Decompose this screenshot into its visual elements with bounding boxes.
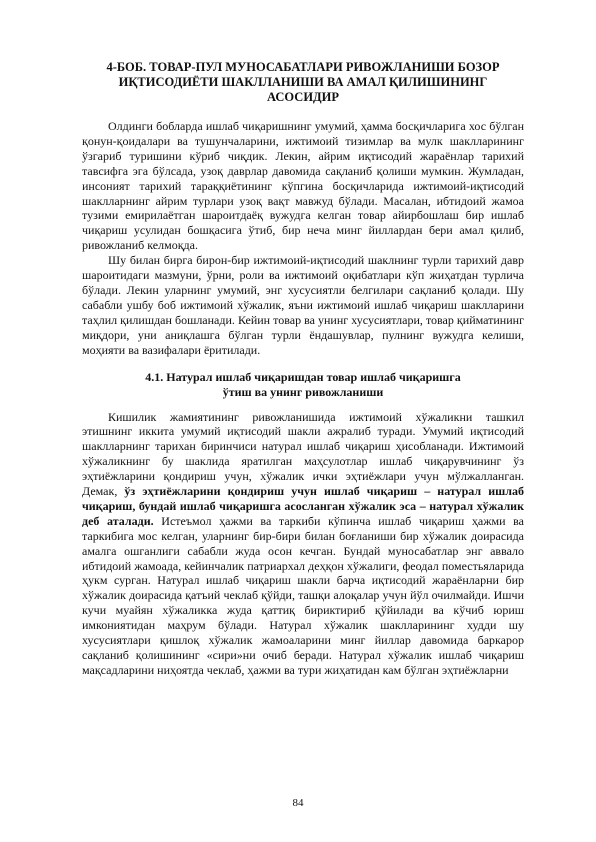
section-paragraph: [82, 410, 524, 678]
paragraph-text: Истеъмол ҳажми ва таркиби кўпинча ишлаб чиқариш ҳажми ва таркибига мос келган, уларнинг бир-бири билан боғланиши бир хўжалик доирасида амалга ошганлиги сабабли жуда осон кечган. Бундай муносабатлар энг аввало ибтидоий жамоада, кейинчалик патриархал деҳқон хўжалиги, феодал поместьяларида ҳукм сурган. Натурал ишлаб чиқариш шакли барча иқтисодий жараёнларни бир хўжалик доирасида қатъий чеклаб қўйди, ташқи алоқалар учун йўл очилмайди. Ишчи кучи муайян хўжаликка жуда қаттиқ бириктириб қўйилади ва кўчиб юриш имкониятидан маҳрум бўлади. Натурал хўжалик шаклларининг худди шу хусусиятлари қишлоқ хўжалик жамоаларини минг йиллар давомида баркарор сақланиб қолишининг «сири»ни очиб беради. Натурал хўжалик ишлаб чиқариш мақсадларини ниҳоятда чеклаб, ҳажми ва тури жиҳатидан кам бўлган эҳтиёжларни: [82, 513, 525, 677]
section-title-line: 4.1. Натурал ишлаб чиқаришдан товар ишлаб чиқаришга: [145, 369, 461, 384]
chapter-title: [82, 60, 524, 105]
page-number: 84: [292, 797, 304, 809]
intro-paragraph: Олдинги бобларда ишлаб чиқаришнинг умумий, ҳамма босқичларига хос бўлган қонун-қоидалари ва тушунчаларини, ижтимоий тизимлар ва мулк шаклларининг ўзгариб туришини кўриб чиқдик. Лекин, айрим иқтисодий жараёнлар тарихий тавсифга эга бўлсада, узоқ даврлар давомида сақланиб қолиши мумкин. Жумладан, инсоният тарихий тараққиётининг кўпгина босқичларида ижтимоий-иқтисодий шаклларнинг айрим турлари узоқ вақт мавжуд бўлади. Масалан, ибтидоий жамоа тузими емирилаётган шароитдаёқ вужудга келган товар айирбошлаш бир ишлаб чиқариш усулидан бошқасига ўтиб, бир неча минг йиллардан бери амал қилиб, ривожланиб келмоқда.: [82, 119, 524, 253]
chapter-title-line: АСОСИДИР: [266, 90, 339, 104]
page: [82, 60, 524, 678]
section-title-line: ўтиш ва унинг ривожланиши: [222, 384, 384, 399]
chapter-title-line: 4-БОБ. ТОВАР-ПУЛ МУНОСАБАТЛАРИ РИВОЖЛАНИШИ БОЗОР: [106, 60, 500, 74]
intro-paragraph: Шу билан бирга бирон-бир ижтимоий-иқтисодий шаклнинг турли тарихий давр шароитидаги мазмуни, ўрни, роли ва ижтимоий оқибатлари кўп жиҳатдан турлича бўлади. Лекин уларнинг умумий, энг хусусиятли белгилари сақланиб қолади. Шу сабабли ушбу боб ижтимоий хўжалик, яъни ижтимоий ишлаб чиқариш шаклларини таҳлил қилишдан бошланади. Кейин товар ва унинг хусусиятлари, товар қийматининг миқдори, уни аниқлашга бўлган турли ёндашувлар, пулнинг вужудга келиши, моҳияти ва вазифалари ёритилади.: [82, 253, 524, 357]
paragraph-text: Кишилик жамиятининг ривожланишида ижтимоий хўжаликни ташкил этишнинг иккита умумий иқтисодий шакли ажралиб туради. Умумий иқтисодий шаклларнинг тарихан биринчиси натурал ишлаб чиқариш ҳисобланади. Ижтимоий хўжаликнинг бу шаклида яратилган маҳсулотлар ишлаб чиқарувчининг ўз эҳтиёжларини қондириш учун, хўжалик ички эҳтиёжлари учун мўлжалланган. Демак,: [82, 409, 524, 499]
section-title: [82, 370, 524, 400]
chapter-title-line: ИҚТИСОДИЁТИ ШАКЛЛАНИШИ ВА АМАЛ ҚИЛИШИНИНГ: [118, 75, 488, 89]
definition-bold-text: ўз эҳтиёжларини қондириш учун ишлаб чиқариш – натурал ишлаб чиқариш, бундай ишлаб чиқаришга асосланган хўжалик эса – натурал хўжалик деб аталади.: [82, 484, 525, 528]
